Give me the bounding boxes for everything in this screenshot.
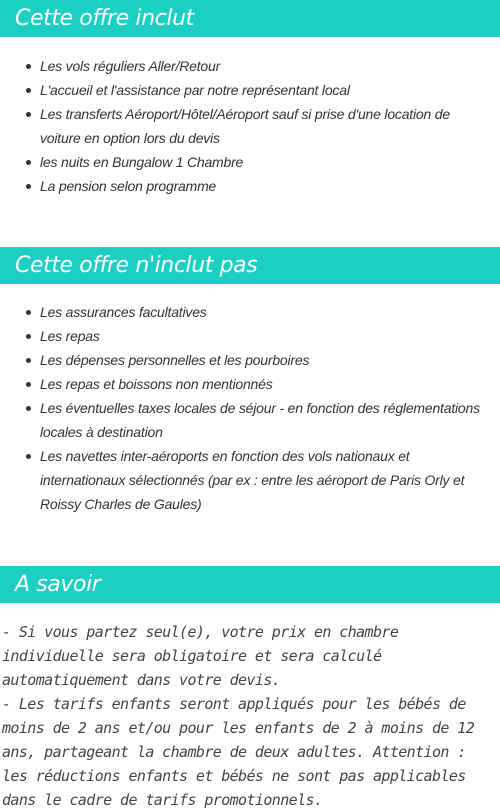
list-item — [0, 300, 490, 324]
list-item — [0, 150, 490, 174]
list-item — [0, 372, 490, 396]
info-text — [2, 620, 498, 811]
bullet-icon — [26, 160, 31, 165]
included-section-title: Cette offre inclut — [0, 0, 500, 37]
list-item-text: Les dépenses personnelles et les pourboires — [40, 352, 310, 368]
list-item — [0, 78, 490, 102]
info-paragraph: - Les tarifs enfants seront appliqués pour les bébés de moins de 2 ans et/ou pour les enfants de 2 à moins de 12 ans, partageant la chambre de deux adultes. Attention : les réductions enfants et bébés ne sont pas applicables dans le cadre de tarifs promotionnels. — [2, 695, 475, 809]
bullet-icon — [26, 112, 31, 117]
info-section-title: A savoir — [0, 566, 500, 603]
list-item-text: La pension selon programme — [40, 178, 217, 194]
info-paragraph: - Si vous partez seul(e), votre prix en chambre individuelle sera obligatoire et sera calculé automatiquement dans votre devis. — [2, 623, 399, 689]
bullet-icon — [26, 382, 31, 387]
bullet-icon — [26, 184, 31, 189]
list-item-text: L'accueil et l'assistance par notre représentant local — [40, 82, 350, 98]
list-item-text: Les repas et boissons non mentionnés — [40, 376, 273, 392]
excluded-section-title: Cette offre n'inclut pas — [0, 247, 500, 284]
bullet-icon — [26, 358, 31, 363]
list-item — [0, 54, 490, 78]
list-item — [0, 174, 490, 198]
list-item — [0, 324, 490, 348]
list-item — [0, 348, 490, 372]
list-item-text: Les éventuelles taxes locales de séjour - en fonction des réglementations locales à destination — [40, 400, 480, 440]
list-item — [0, 396, 490, 444]
included-list — [0, 54, 490, 198]
bullet-icon — [26, 454, 31, 459]
list-item-text: les nuits en Bungalow 1 Chambre — [40, 154, 244, 170]
list-item-text: Les vols réguliers Aller/Retour — [40, 58, 221, 74]
bullet-icon — [26, 406, 31, 411]
excluded-list — [0, 300, 490, 516]
bullet-icon — [26, 88, 31, 93]
bullet-icon — [26, 310, 31, 315]
list-item-text: Les transferts Aéroport/Hôtel/Aéroport sauf si prise d'une location de voiture en option lors du devis — [40, 106, 450, 146]
bullet-icon — [26, 64, 31, 69]
bullet-icon — [26, 334, 31, 339]
list-item-text: Les repas — [40, 328, 100, 344]
list-item-text: Les navettes inter-aéroports en fonction des vols nationaux et internationaux sélectionnés (par ex : entre les aéroport de Paris Orly et Roissy Charles de Gaules) — [40, 448, 465, 512]
list-item — [0, 444, 490, 516]
list-item-text: Les assurances facultatives — [40, 304, 207, 320]
list-item — [0, 102, 490, 150]
